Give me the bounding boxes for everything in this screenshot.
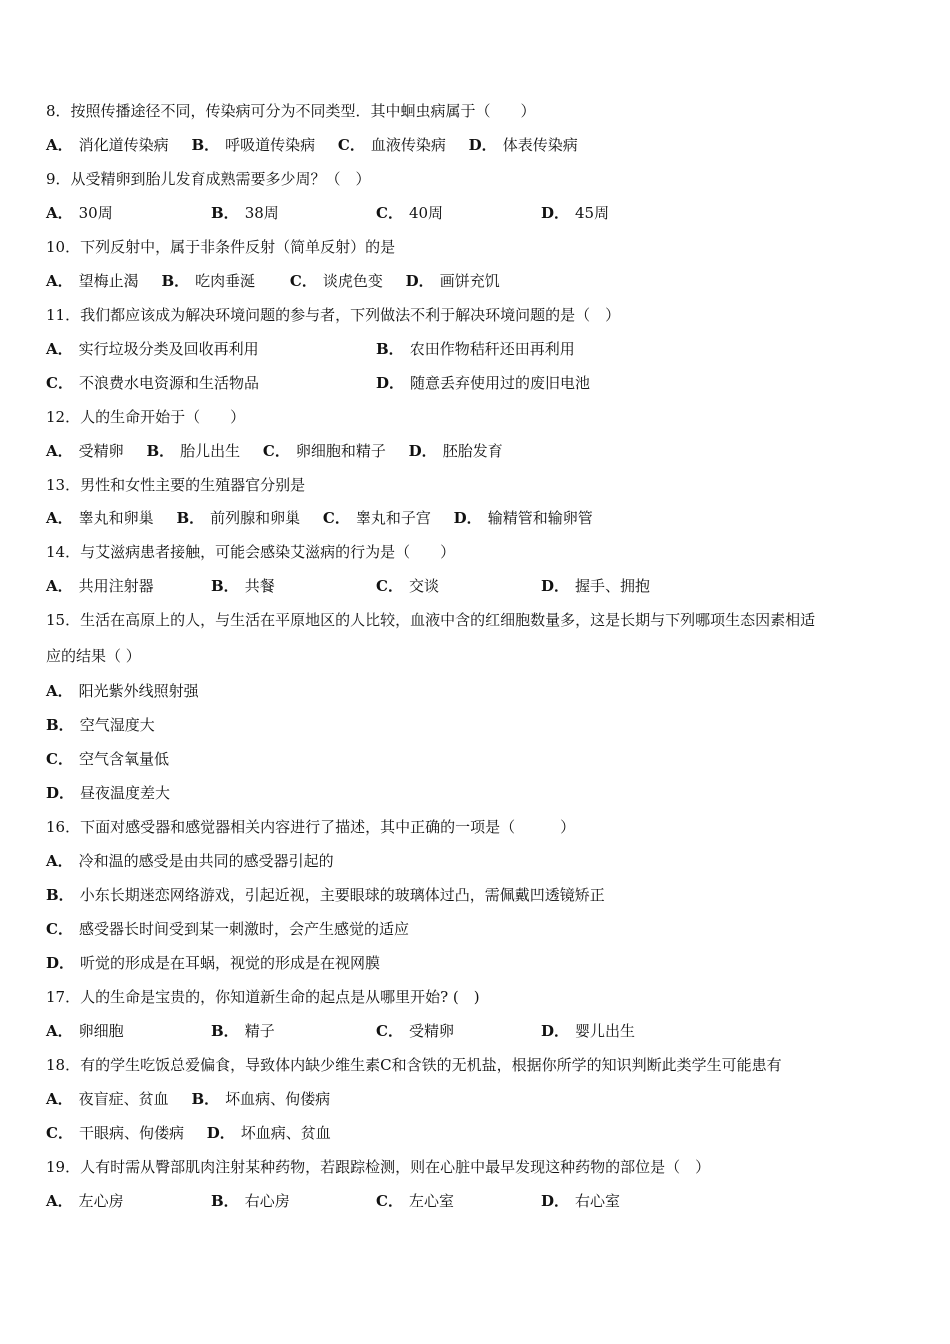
option-key: A．: [46, 1022, 73, 1040]
option-text: 干眼病、佝偻病: [78, 1124, 184, 1142]
question-11-options-row2: [46, 373, 590, 393]
option-key: C．: [376, 1022, 403, 1040]
option-text: 消化道传染病: [78, 136, 169, 154]
question-10-options: [46, 271, 500, 291]
option-key: D．: [46, 784, 75, 802]
question-15-option-d: [46, 783, 170, 803]
option-text: 胎儿出生: [180, 442, 241, 460]
option-key: C．: [46, 374, 73, 392]
question-12-stem: 12．人的生命开始于（ ）: [46, 408, 246, 426]
option-key: D．: [541, 1022, 570, 1040]
question-16-option-a: [46, 851, 334, 871]
question-8-options: [46, 135, 578, 155]
option-text: 坏血病、佝偻病: [225, 1090, 331, 1108]
question-17-stem: 17．人的生命是宝贵的，你知道新生命的起点是从哪里开始? ( ): [46, 988, 480, 1006]
option-key: C．: [46, 750, 73, 768]
question-13-options: [46, 508, 593, 528]
option-key: A．: [46, 1090, 73, 1108]
option-key: A．: [46, 340, 73, 358]
option-text: 38周: [244, 204, 279, 222]
option-key: C．: [337, 136, 365, 154]
option-text: 呼吸道传染病: [225, 136, 316, 154]
question-9-options: [46, 203, 609, 223]
option-key: B．: [211, 1192, 239, 1210]
option-key: C．: [376, 577, 403, 595]
option-text: 吃肉垂涎: [195, 272, 256, 290]
option-key: C．: [322, 509, 350, 527]
option-text: 握手、拥抱: [575, 577, 651, 595]
option-text: 30周: [78, 204, 113, 222]
option-text: 感受器长时间受到某一刺激时，会产生感觉的适应: [78, 920, 409, 938]
option-text: 左心房: [78, 1192, 124, 1210]
option-key: A．: [46, 204, 73, 222]
option-key: B．: [376, 340, 404, 358]
question-12-options: [46, 441, 503, 461]
option-key: A．: [46, 272, 73, 290]
question-16-option-d: [46, 953, 380, 973]
option-text: 冷和温的感受是由共同的感受器引起的: [78, 852, 334, 870]
question-8-stem: 8．按照传播途径不同，传染病可分为不同类型．其中蛔虫病属于（ ）: [46, 102, 536, 120]
option-key: C．: [376, 204, 403, 222]
option-key: D．: [376, 374, 405, 392]
option-text: 昼夜温度差大: [80, 784, 171, 802]
option-key: B．: [46, 716, 74, 734]
question-19-options: [46, 1191, 620, 1211]
option-text: 右心房: [244, 1192, 290, 1210]
question-18-stem: 18．有的学生吃饭总爱偏食，导致体内缺少维生素C和含铁的无机盐，根据你所学的知识判断此类学生可能患有: [46, 1056, 782, 1074]
option-key: D．: [206, 1124, 235, 1142]
option-key: A．: [46, 509, 73, 527]
question-17-options: [46, 1021, 635, 1041]
question-9-stem: 9．从受精卵到胎儿发育成熟需要多少周？（ ）: [46, 170, 371, 188]
question-14-stem: 14．与艾滋病患者接触，可能会感染艾滋病的行为是（ ）: [46, 543, 456, 561]
option-text: 实行垃圾分类及回收再利用: [78, 340, 259, 358]
option-key: D．: [541, 1192, 570, 1210]
option-key: B．: [176, 509, 205, 527]
question-15-option-b: [46, 715, 155, 735]
question-10-stem: 10．下列反射中，属于非条件反射（简单反射）的是: [46, 238, 396, 256]
option-key: D．: [468, 136, 497, 154]
question-18-options-row1: [46, 1089, 330, 1109]
question-14-options: [46, 576, 650, 596]
option-text: 胚胎发育: [442, 442, 503, 460]
option-text: 前列腺和卵巢: [210, 509, 301, 527]
option-key: C．: [46, 1124, 73, 1142]
option-text: 望梅止渴: [78, 272, 139, 290]
question-15-option-c: [46, 749, 169, 769]
question-15-stem-cont: 应的结果（ ）: [46, 647, 141, 665]
option-text: 空气湿度大: [79, 716, 155, 734]
option-key: D．: [408, 442, 437, 460]
option-key: C．: [376, 1192, 403, 1210]
option-text: 血液传染病: [370, 136, 446, 154]
option-text: 坏血病、贫血: [240, 1124, 331, 1142]
option-key: A．: [46, 1192, 73, 1210]
option-text: 谈虎色变: [322, 272, 383, 290]
option-key: B．: [211, 577, 239, 595]
option-text: 左心室: [408, 1192, 454, 1210]
option-text: 小东长期迷恋网络游戏，引起近视，主要眼球的玻璃体过凸，需佩戴凹透镜矫正: [79, 886, 605, 904]
option-key: D．: [541, 577, 570, 595]
option-key: A．: [46, 852, 73, 870]
option-key: B．: [146, 442, 175, 460]
option-key: C．: [46, 920, 73, 938]
option-key: A．: [46, 136, 73, 154]
option-key: B．: [191, 136, 220, 154]
option-key: D．: [405, 272, 434, 290]
option-key: B．: [46, 886, 74, 904]
option-text: 空气含氧量低: [78, 750, 169, 768]
option-key: D．: [453, 509, 482, 527]
option-text: 45周: [575, 204, 610, 222]
option-key: C．: [289, 272, 317, 290]
option-key: A．: [46, 682, 73, 700]
option-key: B．: [211, 204, 239, 222]
option-text: 卵细胞: [78, 1022, 124, 1040]
option-key: B．: [161, 272, 190, 290]
option-text: 卵细胞和精子: [295, 442, 386, 460]
question-16-option-c: [46, 919, 409, 939]
question-16-stem: 16．下面对感受器和感觉器相关内容进行了描述，其中正确的一项是（ ）: [46, 818, 576, 836]
option-key: D．: [541, 204, 570, 222]
option-key: B．: [211, 1022, 239, 1040]
option-text: 右心室: [575, 1192, 621, 1210]
option-text: 阳光紫外线照射强: [78, 682, 199, 700]
option-text: 随意丢弃使用过的废旧电池: [410, 374, 591, 392]
question-19-stem: 19．人有时需从臀部肌肉注射某种药物，若跟踪检测，则在心脏中最早发现这种药物的部位是（ ）: [46, 1158, 711, 1176]
option-text: 输精管和输卵管: [487, 509, 593, 527]
option-key: A．: [46, 577, 73, 595]
option-text: 精子: [244, 1022, 275, 1040]
option-text: 共用注射器: [78, 577, 154, 595]
option-text: 不浪费水电资源和生活物品: [78, 374, 259, 392]
option-key: A．: [46, 442, 73, 460]
question-15-option-a: [46, 681, 199, 701]
question-13-stem: 13．男性和女性主要的生殖器官分别是: [46, 476, 306, 494]
option-text: 40周: [408, 204, 444, 222]
question-11-stem: 11．我们都应该成为解决环境问题的参与者，下列做法不利于解决环境问题的是（ ）: [46, 306, 621, 324]
option-text: 体表传染病: [502, 136, 578, 154]
question-15-stem: 15．生活在高原上的人，与生活在平原地区的人比较，血液中含的红细胞数量多，这是长期与下列哪项生态因素相适: [46, 611, 816, 629]
option-text: 画饼充饥: [439, 272, 500, 290]
option-text: 受精卵: [78, 442, 124, 460]
option-text: 交谈: [408, 577, 439, 595]
option-text: 受精卵: [408, 1022, 454, 1040]
option-text: 睾丸和卵巢: [78, 509, 154, 527]
question-11-options-row1: [46, 339, 575, 359]
question-16-option-b: [46, 885, 605, 905]
option-text: 睾丸和子宫: [355, 509, 431, 527]
option-text: 婴儿出生: [575, 1022, 636, 1040]
question-18-options-row2: [46, 1123, 331, 1143]
option-key: C．: [262, 442, 290, 460]
option-text: 听觉的形成是在耳蜗，视觉的形成是在视网膜: [80, 954, 381, 972]
option-text: 共餐: [244, 577, 275, 595]
option-text: 夜盲症、贫血: [78, 1090, 169, 1108]
option-key: D．: [46, 954, 75, 972]
option-key: B．: [191, 1090, 220, 1108]
option-text: 农田作物秸秆还田再利用: [409, 340, 575, 358]
